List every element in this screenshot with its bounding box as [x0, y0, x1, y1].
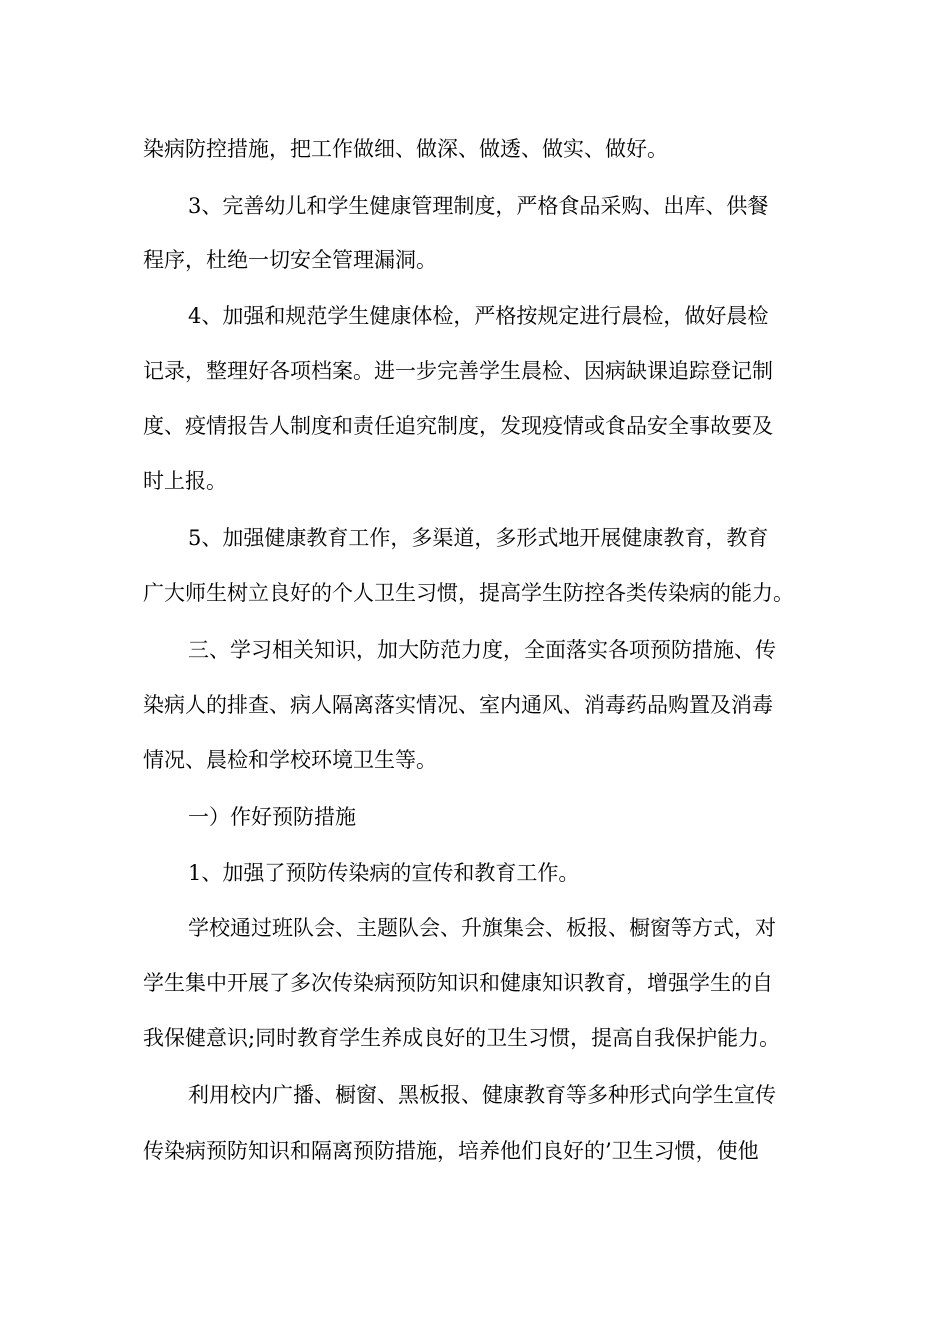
text-line: 度、疫情报告人制度和责任追究制度，发现疫情或食品安全事故要及	[143, 414, 773, 438]
text-line: 广大师生树立良好的个人卫生习惯，提高学生防控各类传染病的能力。	[143, 581, 794, 605]
text-line: 染病防控措施，把工作做细、做深、做透、做实、做好。	[143, 137, 668, 161]
text-line: 染病人的排查、病人隔离落实情况、室内通风、消毒药品购置及消毒	[143, 693, 773, 717]
text-line: 我保健意识;同时教育学生养成良好的卫生习惯，提高自我保护能力。	[143, 1026, 781, 1050]
text-line: 记录，整理好各项档案。进一步完善学生晨检、因病缺课追踪登记制	[143, 359, 773, 383]
text-line: 程序，杜绝一切安全管理漏洞。	[143, 248, 437, 272]
text-line: 利用校内广播、橱窗、黑板报、健康教育等多种形式向学生宣传	[188, 1083, 776, 1107]
text-line: 三、学习相关知识，加大防范力度，全面落实各项预防措施、传	[188, 638, 776, 662]
text-line: 5、加强健康教育工作，多渠道，多形式地开展健康教育，教育	[188, 526, 769, 550]
text-line: 4、加强和规范学生健康体检，严格按规定进行晨检，做好晨检	[188, 304, 769, 328]
text-line: 传染病预防知识和隔离预防措施，培养他们良好的’卫生习惯，使他	[143, 1139, 759, 1163]
text-line: 学校通过班队会、主题队会、升旗集会、板报、橱窗等方式，对	[188, 916, 776, 940]
section-heading: 一）作好预防措施	[188, 805, 356, 829]
text-line: 学生集中开展了多次传染病预防知识和健康知识教育，增强学生的自	[143, 971, 773, 995]
text-line: 时上报。	[143, 469, 227, 493]
text-line: 情况、晨检和学校环境卫生等。	[143, 748, 437, 772]
text-line: 3、完善幼儿和学生健康管理制度，严格食品采购、出库、供餐	[188, 194, 769, 218]
text-line: 1、加强了预防传染病的宣传和教育工作。	[188, 861, 580, 885]
